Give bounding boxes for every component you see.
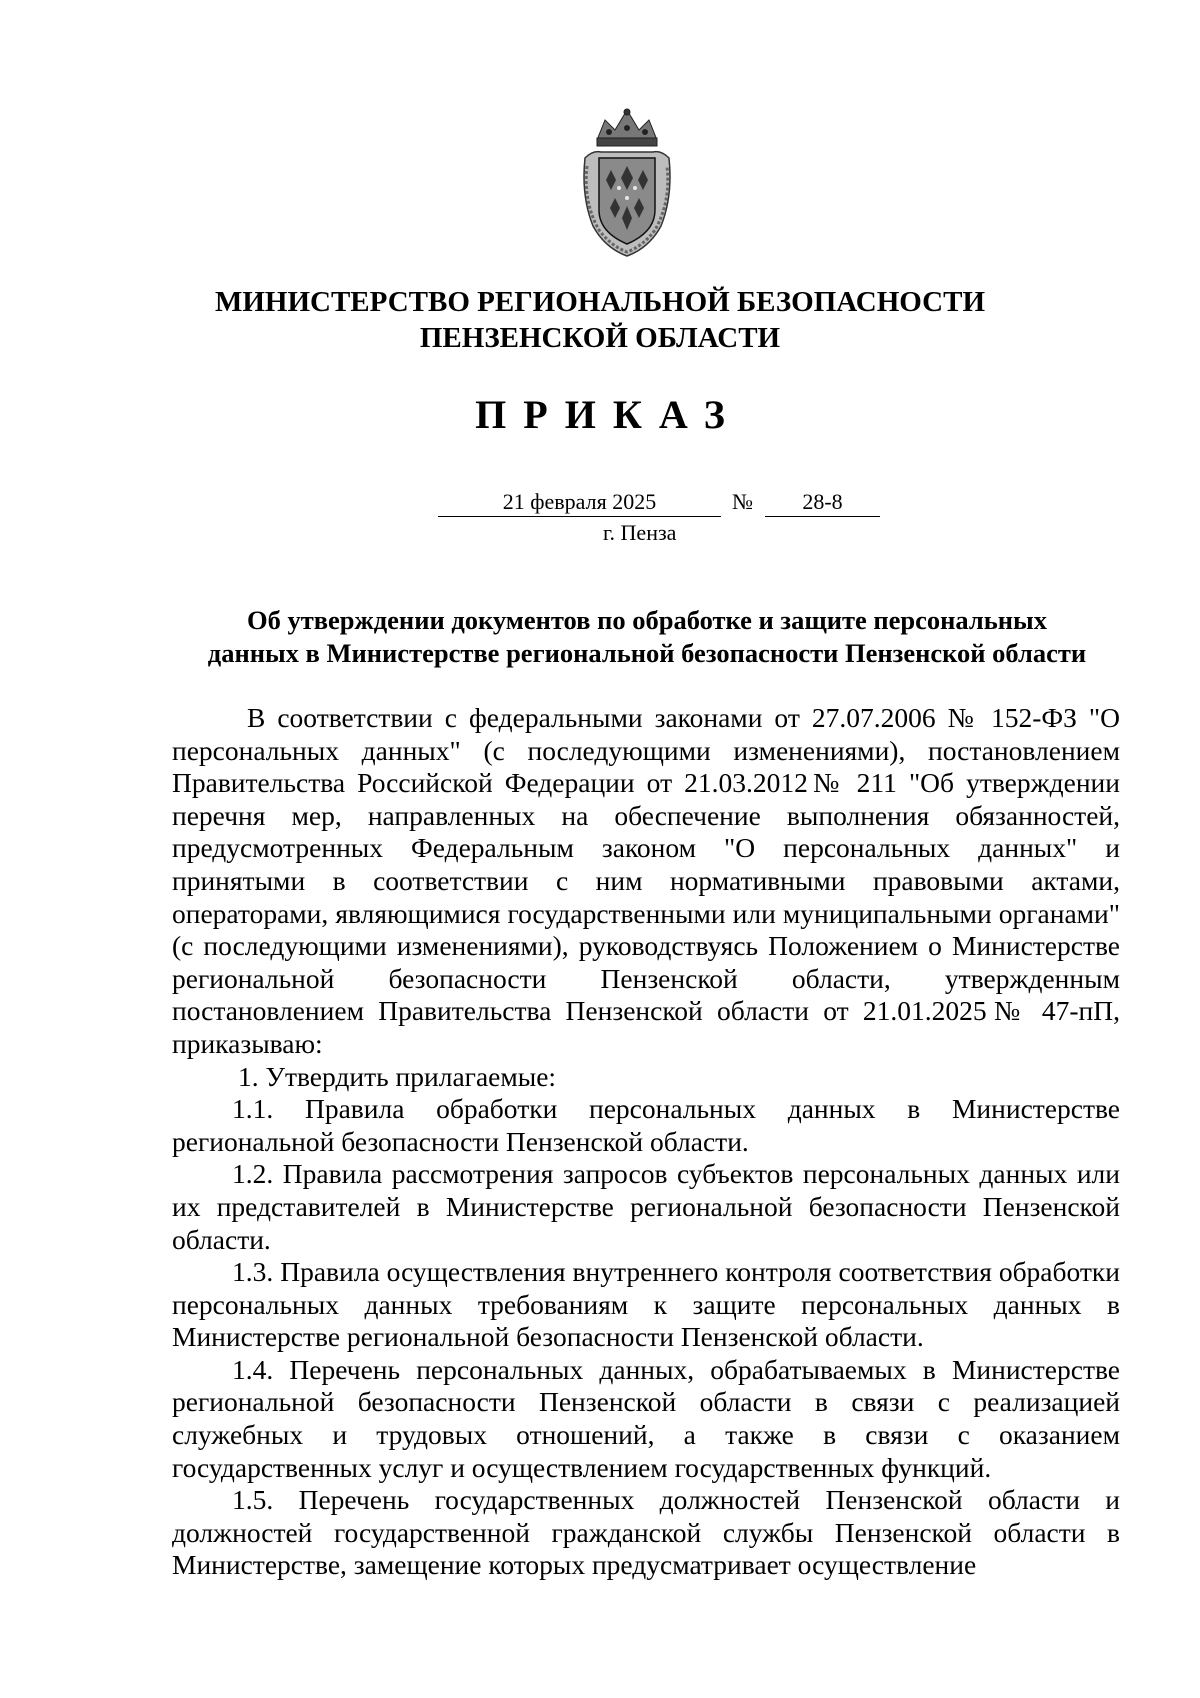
order-number: 28-8 xyxy=(765,488,880,517)
order-date: 21 февраля 2025 xyxy=(438,488,721,517)
preamble-paragraph: В соответствии с федеральными законами от 27.07.2006 № 152-ФЗ "О персональных данных" (с последующими изменениями), постановлением Правительства Российской Федерации от 21.03.2012№ 211 "Об утверждении перечня мер, направленных на обеспечение выполнения обязанностей, предусмотренных Федеральным законом "О персональных данных" и принятыми в соответствии с ним нормативными правовыми актами, операторами, являющимися государственными или муниципальными органами" (с последующими изменениями), руководствуясь Положением о Министерстве региональной безопасности Пензенской области, утвержденным постановлением Правительства Пензенской области от 21.01.2025№ 47-пП, приказываю: xyxy=(172,702,1120,1059)
order-body xyxy=(172,702,1120,1582)
coat-of-arms-icon xyxy=(575,106,679,258)
clause-1-3: 1.3. Правила осуществления внутреннего контроля соответствия обработки персональных данных требованиям к защите персональных данных в Министерстве региональной безопасности Пензенской области. xyxy=(172,1256,1120,1353)
clause-1-4: 1.4. Перечень персональных данных, обрабатываемых в Министерстве региональной безопасности Пензенской области в связи с реализацией служебных и трудовых отношений, а также в связи с оказанием государственных услуг и осуществлением государственных функций. xyxy=(172,1353,1120,1483)
document-type-title: ПРИКАЗ xyxy=(475,392,742,437)
ministry-name-line2: ПЕНЗЕНСКОЙ ОБЛАСТИ xyxy=(419,322,781,354)
order-subject-line1: Об утверждении документов по обработке и защите персональных xyxy=(246,605,1047,635)
city-name: г. Пенза xyxy=(603,520,677,545)
ministry-name-line1: МИНИСТЕРСТВО РЕГИОНАЛЬНОЙ БЕЗОПАСНОСТИ xyxy=(214,286,986,318)
order-subject-line2: данных в Министерстве региональной безопасности Пензенской области xyxy=(207,638,1087,668)
clause-1-5: 1.5. Перечень государственных должностей Пензенской области и должностей государственной гражданской службы Пензенской области в Министерстве, замещение которых предусматривает осуществление xyxy=(172,1484,1120,1581)
clause-1-2: 1.2. Правила рассмотрения запросов субъектов персональных данных или их представителей в Министерстве региональной безопасности Пензенской области. xyxy=(172,1158,1120,1255)
clause-1-1: 1.1. Правила обработки персональных данных в Министерстве региональной безопасности Пензенской области. xyxy=(172,1093,1120,1157)
number-sign: № xyxy=(732,489,753,514)
clause-1: 1. Утвердить прилагаемые: xyxy=(238,1060,557,1092)
